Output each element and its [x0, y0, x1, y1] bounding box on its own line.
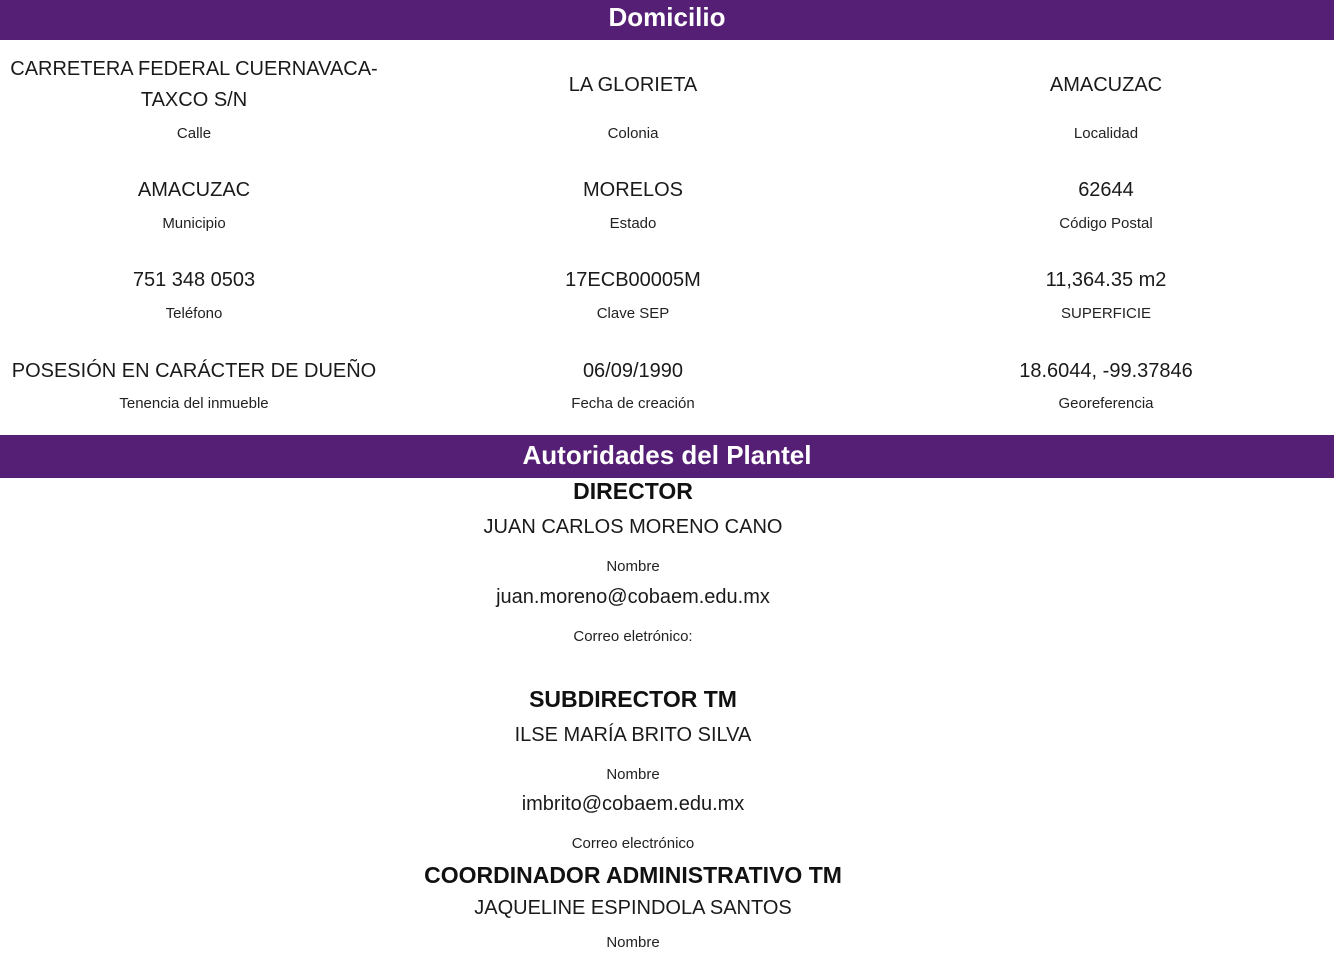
authority-role: COORDINADOR ADMINISTRATIVO TM — [424, 862, 842, 888]
field-label: Localidad — [1073, 125, 1139, 142]
field-superficie — [930, 265, 1282, 325]
authority-director — [333, 478, 933, 658]
domicilio-header: Domicilio — [0, 0, 1334, 40]
field-value: 11,364.35 m2 — [1045, 269, 1167, 291]
field-label: Municipio — [162, 215, 226, 232]
field-value: LA GLORIETA — [568, 74, 698, 96]
field-calle — [10, 54, 378, 144]
field-localidad — [930, 70, 1282, 144]
field-label: Clave SEP — [596, 305, 670, 322]
field-label: SUPERFICIE — [1060, 305, 1151, 322]
field-value: MORELOS — [582, 179, 684, 201]
authority-email-label: Correo eletrónico: — [573, 628, 693, 645]
field-label: Código Postal — [1059, 215, 1153, 232]
authority-name-label: Nombre — [606, 766, 660, 783]
field-value: POSESIÓN EN CARÁCTER DE DUEÑO — [11, 360, 377, 382]
authority-email[interactable]: juan.moreno@cobaem.edu.mx — [496, 586, 770, 608]
field-value: 18.6044, -99.37846 — [1019, 360, 1193, 382]
authority-name-label: Nombre — [606, 934, 660, 951]
field-value: 751 348 0503 — [132, 269, 256, 291]
field-value: CARRETERA FEDERAL CUERNAVACA-TAXCO S/N — [10, 58, 378, 111]
authority-name: JUAN CARLOS MORENO CANO — [483, 516, 783, 538]
field-value: 06/09/1990 — [582, 360, 684, 382]
field-label: Colonia — [607, 125, 659, 142]
field-municipio — [10, 175, 378, 235]
authority-name: JAQUELINE ESPINDOLA SANTOS — [474, 897, 792, 919]
field-label: Estado — [609, 215, 657, 232]
field-value: AMACUZAC — [1049, 74, 1163, 96]
field-tenencia — [10, 356, 378, 416]
field-value: 62644 — [1078, 179, 1134, 201]
field-georeferencia — [930, 356, 1282, 416]
field-colonia — [460, 70, 806, 144]
authority-email-label: Correo electrónico — [571, 835, 695, 852]
autoridades-header: Autoridades del Plantel — [0, 435, 1334, 478]
field-telefono — [10, 265, 378, 325]
field-label: Fecha de creación — [571, 395, 695, 412]
field-codigo-postal — [930, 175, 1282, 235]
authority-role: DIRECTOR — [573, 478, 693, 504]
authority-coordinador — [333, 862, 933, 953]
field-label: Teléfono — [165, 305, 223, 322]
authority-subdirector — [333, 686, 933, 856]
field-estado — [460, 175, 806, 235]
authority-name-label: Nombre — [606, 558, 660, 575]
field-clave-sep — [460, 265, 806, 325]
field-label: Calle — [176, 125, 212, 142]
authority-name: ILSE MARÍA BRITO SILVA — [514, 724, 752, 746]
field-value: AMACUZAC — [137, 179, 251, 201]
field-label: Tenencia del inmueble — [119, 395, 269, 412]
field-fecha-creacion — [460, 356, 806, 416]
authority-role: SUBDIRECTOR TM — [529, 686, 737, 712]
authority-email[interactable]: imbrito@cobaem.edu.mx — [521, 793, 745, 815]
field-label: Georeferencia — [1058, 395, 1154, 412]
field-value: 17ECB00005M — [565, 269, 701, 291]
